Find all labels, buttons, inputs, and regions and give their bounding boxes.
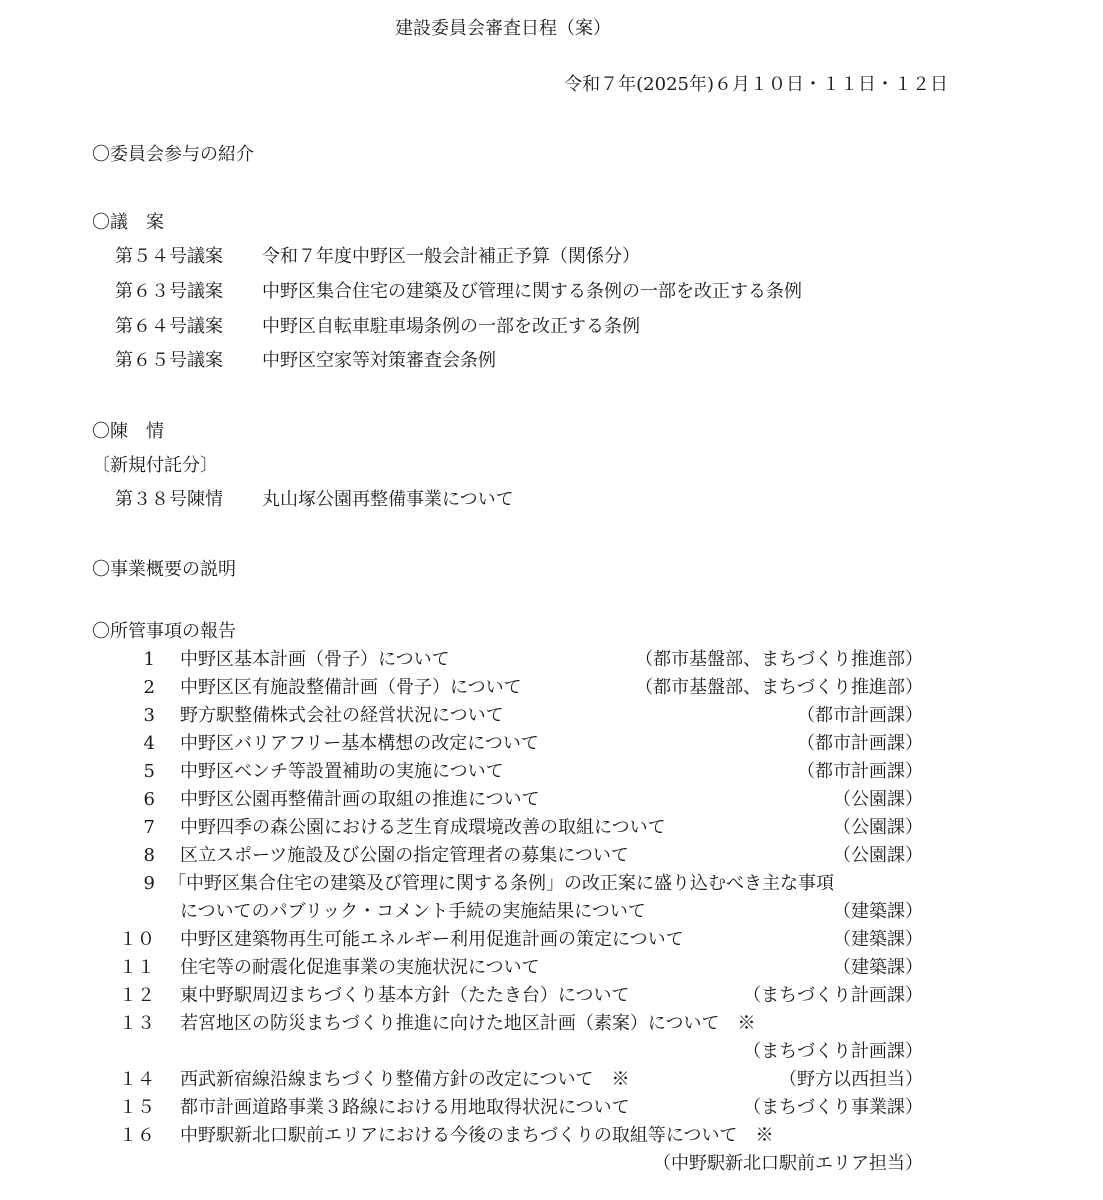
report-number: 4 xyxy=(143,733,155,754)
report-department: （都市計画課） xyxy=(797,705,923,726)
bill-number: 第５４号議案 xyxy=(115,246,223,267)
report-title: 住宅等の耐震化促進事業の実施状況について xyxy=(180,957,540,978)
section-introduction: 〇委員会参与の紹介 xyxy=(92,144,254,165)
document-date: 令和７年(2025年)６月１０日・１１日・１２日 xyxy=(564,74,948,95)
report-number: １５ xyxy=(119,1097,155,1118)
report-number: 5 xyxy=(143,761,155,782)
report-title: 中野駅新北口駅前エリアにおける今後のまちづくりの取組等について ※ xyxy=(180,1125,774,1146)
report-number: １４ xyxy=(119,1069,155,1090)
bill-title: 令和７年度中野区一般会計補正予算（関係分） xyxy=(262,246,640,267)
report-number: 8 xyxy=(143,845,155,866)
report-title: 中野四季の森公園における芝生育成環境改善の取組について xyxy=(180,817,666,838)
report-title: 「中野区集合住宅の建築及び管理に関する条例」の改正案に盛り込むべき主な事項 xyxy=(168,873,834,894)
report-title: 中野区公園再整備計画の取組の推進について xyxy=(180,789,540,810)
petition-title: 丸山塚公園再整備事業について xyxy=(262,489,514,510)
bill-number: 第６３号議案 xyxy=(115,281,223,302)
petition-number: 第３８号陳情 xyxy=(115,489,223,510)
report-department: （都市基盤部、まちづくり推進部） xyxy=(635,677,923,698)
report-title: 若宮地区の防災まちづくり推進に向けた地区計画（素案）について ※ xyxy=(180,1013,756,1034)
report-department: （都市計画課） xyxy=(797,761,923,782)
report-title: 中野区バリアフリー基本構想の改定について xyxy=(180,733,539,754)
report-department: （建築課） xyxy=(833,901,923,922)
report-title: 中野区建築物再生可能エネルギー利用促進計画の策定について xyxy=(180,929,684,950)
report-number: 1 xyxy=(143,649,155,670)
report-number: 2 xyxy=(143,677,155,698)
section-bills-heading: 〇議 案 xyxy=(92,212,164,233)
report-department: （まちづくり事業課） xyxy=(743,1097,923,1118)
report-number: １３ xyxy=(119,1013,155,1034)
report-department: （中野駅新北口駅前エリア担当） xyxy=(653,1153,923,1174)
report-title: 野方駅整備株式会社の経営状況について xyxy=(180,705,504,726)
report-department: （まちづくり計画課） xyxy=(743,985,923,1006)
report-department: （まちづくり計画課） xyxy=(743,1041,923,1062)
report-number: 6 xyxy=(143,789,155,810)
report-number: 9 xyxy=(143,873,155,894)
report-department: （都市基盤部、まちづくり推進部） xyxy=(635,649,923,670)
report-department: （建築課） xyxy=(833,929,923,950)
report-number: １２ xyxy=(119,985,155,1006)
report-number: １６ xyxy=(119,1125,155,1146)
document-title: 建設委員会審査日程（案） xyxy=(395,18,611,39)
report-number: 3 xyxy=(143,705,155,726)
report-department: （建築課） xyxy=(833,957,923,978)
report-department: （都市計画課） xyxy=(797,733,923,754)
section-business-overview: 〇事業概要の説明 xyxy=(92,559,236,580)
report-title: 都市計画道路事業３路線における用地取得状況について xyxy=(180,1097,630,1118)
report-title: 中野区ベンチ等設置補助の実施について xyxy=(180,761,504,782)
report-title: 区立スポーツ施設及び公園の指定管理者の募集について xyxy=(180,845,629,866)
bill-number: 第６４号議案 xyxy=(115,316,223,337)
report-title-continued: についてのパブリック・コメント手続の実施結果について xyxy=(180,901,646,922)
report-title: 中野区基本計画（骨子）について xyxy=(180,649,450,670)
report-title: 中野区区有施設整備計画（骨子）について xyxy=(180,677,522,698)
bill-number: 第６５号議案 xyxy=(115,350,223,371)
report-department: （公園課） xyxy=(833,789,923,810)
section-petitions-heading: 〇陳 情 xyxy=(92,421,164,442)
petitions-subheading: 〔新規付託分〕 xyxy=(92,455,218,476)
report-number: １１ xyxy=(119,957,155,978)
report-title: 東中野駅周辺まちづくり基本方針（たたき台）について xyxy=(180,985,630,1006)
report-title: 西武新宿線沿線まちづくり整備方針の改定について ※ xyxy=(180,1069,630,1090)
report-department: （野方以西担当） xyxy=(779,1069,923,1090)
report-number: １０ xyxy=(119,929,155,950)
bill-title: 中野区自転車駐車場条例の一部を改正する条例 xyxy=(262,316,640,337)
bill-title: 中野区空家等対策審査会条例 xyxy=(262,350,496,371)
report-department: （公園課） xyxy=(833,817,923,838)
report-department: （公園課） xyxy=(833,845,923,866)
bill-title: 中野区集合住宅の建築及び管理に関する条例の一部を改正する条例 xyxy=(262,281,802,302)
report-number: 7 xyxy=(143,817,155,838)
section-reports-heading: 〇所管事項の報告 xyxy=(92,621,236,642)
